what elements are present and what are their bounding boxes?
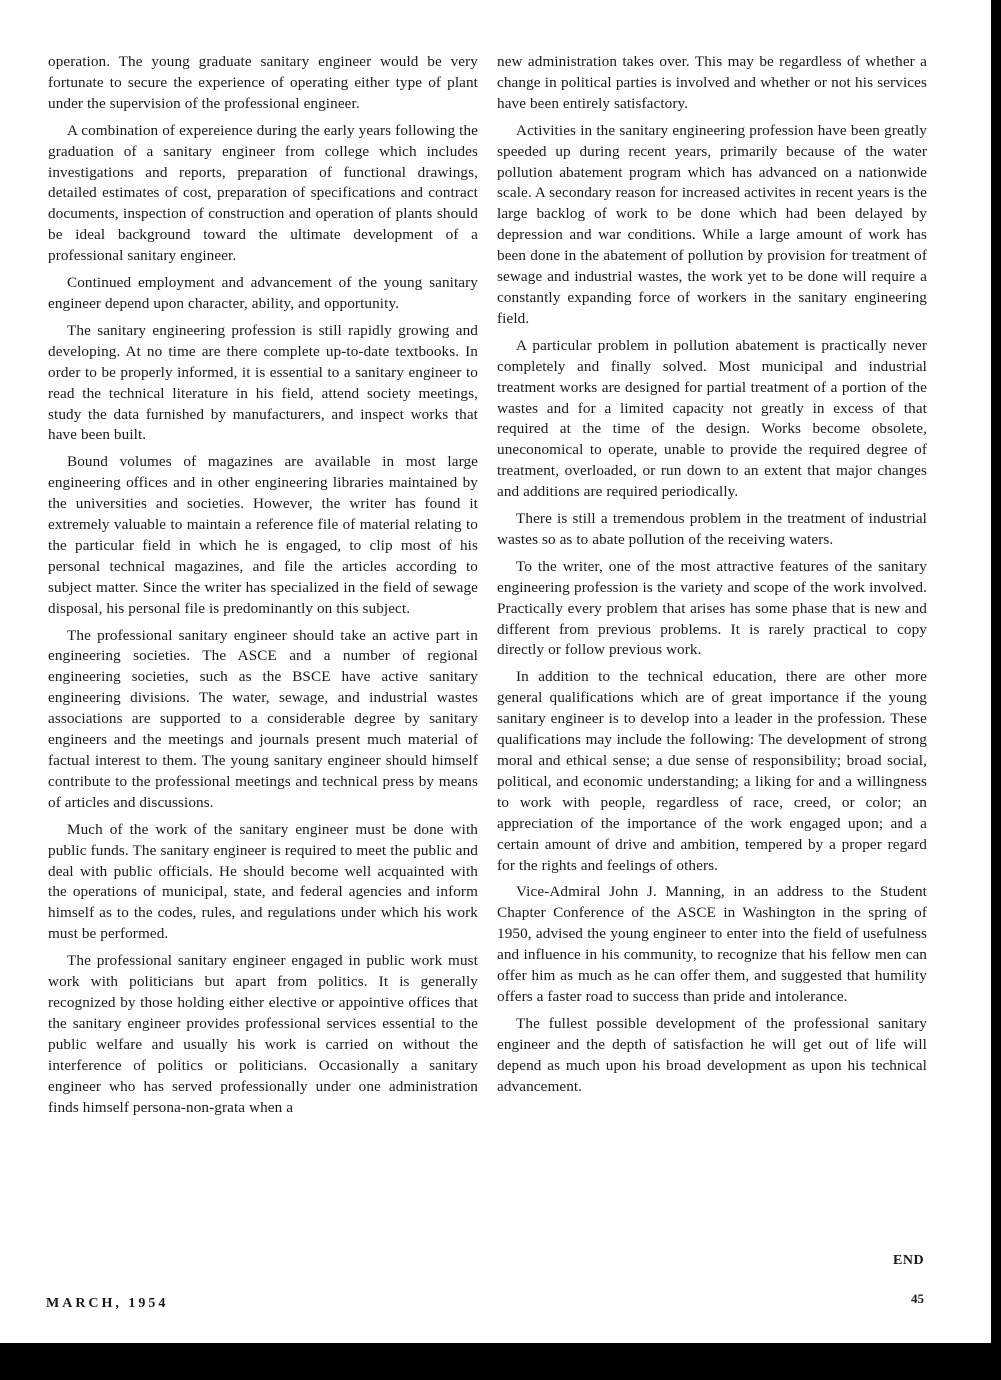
paragraph: The sanitary engineering profession is still rapidly growing and developing. At no time are there complete up-to-date textbooks. In order to be properly informed, it is essential to a sanitary engineer to read the technical literature in his field, attend society meetings, study the data furnished by manufacturers, and inspect works that have been built. [48,321,478,444]
paragraph: A combination of expereience during the early years following the graduation of a sanitary engineer from college which includes investigations and reports, preparation of functional drawings, detailed estimates of cost, preparation of specifications and contract documents, inspection of construction and operation of plants should be ideal background toward the ultimate development of a professional sanitary engineer. [48,121,478,265]
paragraph: The professional sanitary engineer should take an active part in engineering societies. The ASCE and a number of regional engineering societies, such as the BSCE have active sanitary engineering divisions. The water, sewage, and industrial wastes associations are supported to a considerable degree by sanitary engineers and the meetings and journals present much material of factual interest to them. The young sanitary engineer should himself contribute to the professional meetings and technical press by means of articles and discussions. [48,626,478,811]
paragraph: To the writer, one of the most attractive features of the sanitary engineering profession is the variety and scope of the work involved. Practically every problem that arises has some phase that is new and different from previous problems. It is rarely practical to copy directly or follow previous work. [497,557,927,659]
paragraph: In addition to the technical education, there are other more general qualifications which are of great importance if the young sanitary engineer is to develop into a leader in the profession. These qualifications may include the following: The development of strong moral and ethical sense; a due sense of responsibility; broad social, political, and economic understanding; a liking for and a willingness to work with people, regardless of race, creed, or color; an appreciation of the importance of the work engaged upon; and a certain amount of drive and ambition, tempered by a proper regard for the rights and feelings of others. [497,668,927,874]
footer-date: MARCH, 1954 [46,1296,169,1311]
paragraph: new administration takes over. This may be regardless of whether a change in political parties is involved and whether or not his services have been entirely satisfactory. [497,53,927,112]
paragraph: There is still a tremendous problem in the treatment of industrial wastes so as to abate pollution of the receiving waters. [497,510,927,548]
paragraph: Much of the work of the sanitary engineer must be done with public funds. The sanitary engineer is required to meet the public and deal with public officials. He should become well acquainted with the operations of municipal, state, and federal agencies and inform himself as to the codes, rules, and regulations under which his work must be performed. [48,820,478,943]
article-column-left [48,52,478,1124]
paragraph: operation. The young graduate sanitary engineer would be very fortunate to secure the experience of operating either type of plant under the supervision of the professional engineer. [48,53,478,112]
scan-border-bottom [0,1343,1001,1380]
page-number: 45 [911,1291,924,1306]
scan-border-right [991,0,1001,1380]
paragraph: Vice-Admiral John J. Manning, in an address to the Student Chapter Conference of the ASCE in Washington in the spring of 1950, advised the young engineer to enter into the field of usefulness and influence in his community, to recognize that his fellow men can offer him as much as he can offer them, and suggested that humility offers a faster road to success than pride and intolerance. [497,883,927,1005]
end-mark: END [893,1253,925,1268]
paragraph: The professional sanitary engineer engaged in public work must work with politicians but apart from politics. It is generally recognized by those holding either elective or appointive offices that the sanitary engineer provides professional services essential to the public welfare and usually his work is carried on without the interference of politics or politicians. Occasionally a sanitary engineer who has served professionally under one administration finds himself persona-non-grata when a [48,952,478,1116]
paragraph: Bound volumes of magazines are available in most large engineering offices and in other engineering libraries maintained by the universities and societies. However, the writer has found it extremely valuable to maintain a reference file of material relating to the particular field in which he is engaged, to clip most of his personal technical magazines, and file the articles according to subject matter. Since the writer has specialized in the field of sewage disposal, his personal file is predominantly on this subject. [48,453,478,617]
article-column-right [497,52,927,1104]
paragraph: Continued employment and advancement of the young sanitary engineer depend upon character, ability, and opportunity. [48,274,478,312]
paragraph: Activities in the sanitary engineering profession have been greatly speeded up during recent years, primarily because of the water pollution abatement program which has advanced on a nationwide scale. A secondary reason for increased activites in recent years is the large backlog of work to be done which had been delayed by depression and war conditions. While a large amount of work has been done in the abatement of pollution by provision for treatment of sewage and industrial wastes, the work yet to be done will require a constantly expanding force of workers in the sanitary engineering field. [497,121,927,327]
paragraph: A particular problem in pollution abatement is practically never completely and finally solved. Most municipal and industrial treatment works are designed for partial treatment of a portion of the wastes and for a limited capacity not greatly in excess of that required at the time of the design. Works become obsolete, uneconomical to operate, unable to provide the required degree of treatment, overloaded, or run down to an extent that major changes and additions are required periodically. [497,336,927,501]
paragraph: The fullest possible development of the professional sanitary engineer and the depth of satisfaction he will get out of life will depend as much upon his broad development as upon his technical advancement. [497,1014,927,1095]
